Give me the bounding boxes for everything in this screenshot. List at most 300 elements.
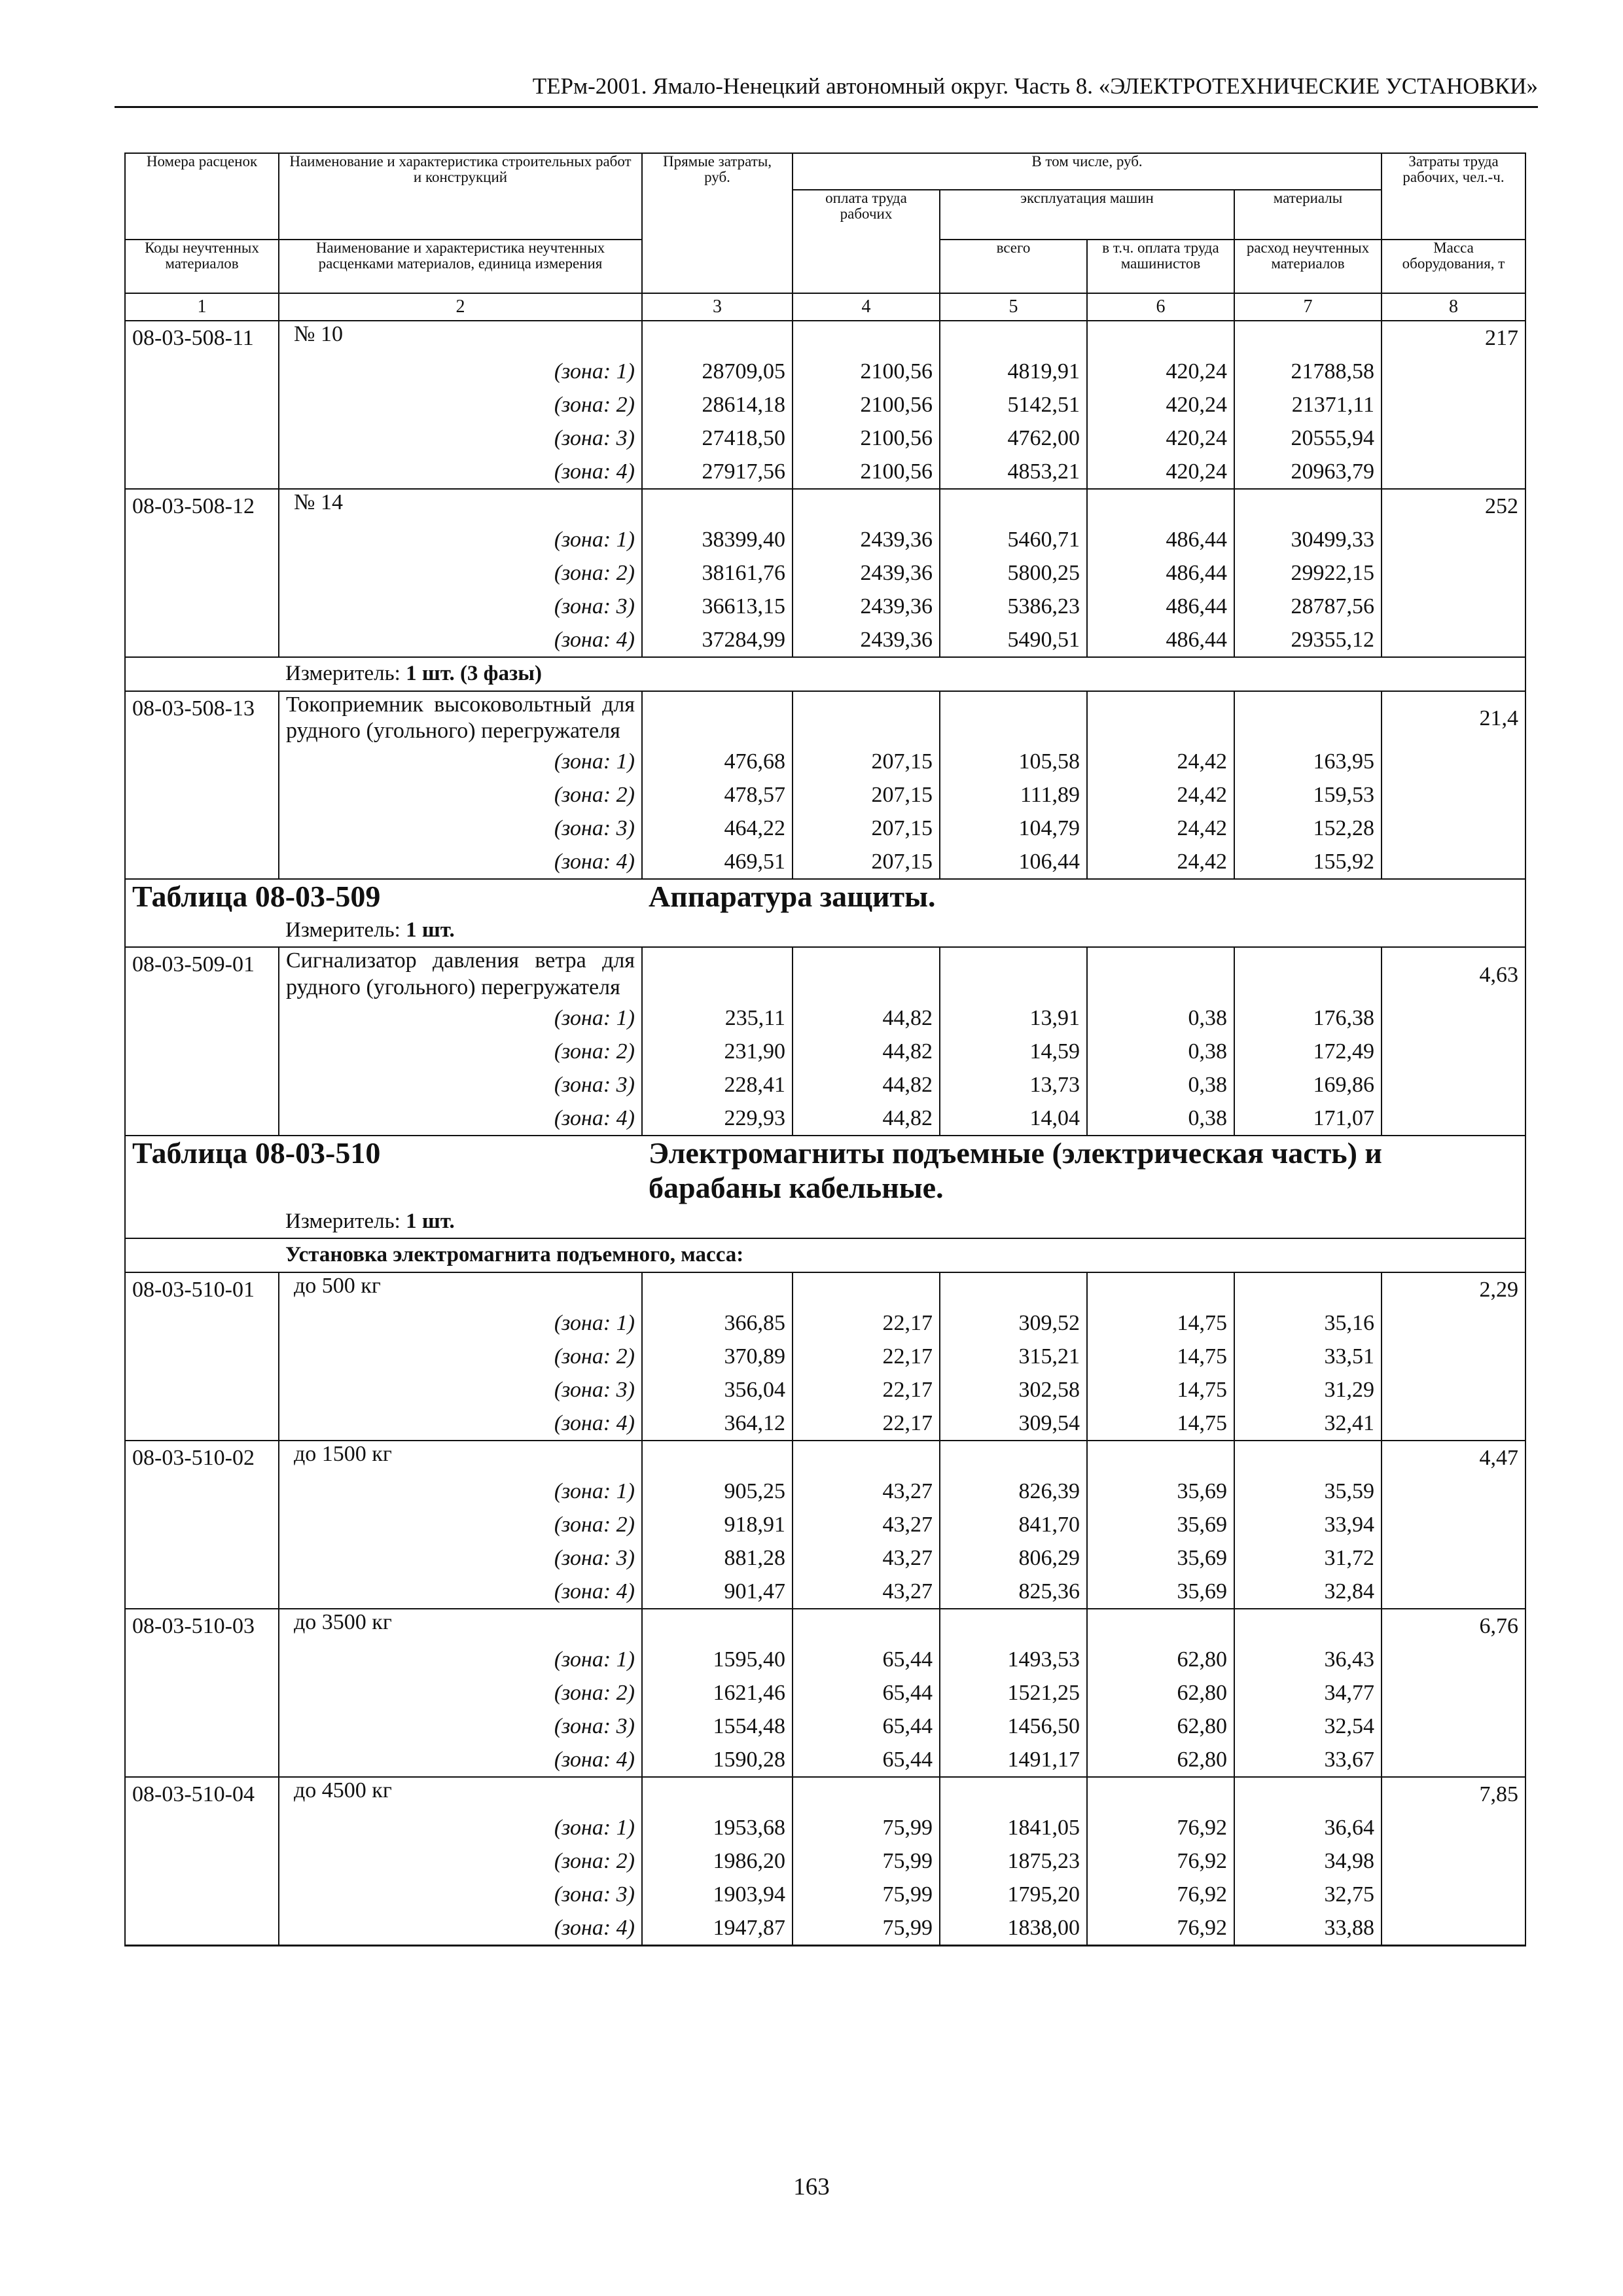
value-cell: 825,36 (940, 1575, 1087, 1609)
rate-row (125, 1441, 1525, 1475)
empty-cell (1382, 1643, 1525, 1676)
value-cell: 229,93 (642, 1102, 793, 1136)
value-cell: 169,86 (1234, 1068, 1382, 1102)
table-name: Электромагниты подъемные (электрическая часть) и барабаны кабельные. (642, 1136, 1525, 1206)
empty-cell (125, 778, 279, 812)
empty-cell (793, 1777, 940, 1811)
zone-label: (зона: 1) (279, 1306, 642, 1340)
empty-cell (1382, 455, 1525, 489)
rate-name: № 14 (279, 489, 642, 523)
rate-name: до 3500 кг (279, 1609, 642, 1643)
zone-row (125, 1710, 1525, 1743)
rate-code: 08-03-508-11 (125, 321, 279, 355)
empty-cell (1234, 691, 1382, 745)
rate-name: Токоприемник высоковольтный для рудного (угольного) перегружателя (279, 691, 642, 745)
value-cell: 33,67 (1234, 1743, 1382, 1777)
zone-row (125, 1541, 1525, 1575)
value-cell: 228,41 (642, 1068, 793, 1102)
zone-label: (зона: 4) (279, 1911, 642, 1946)
zone-row (125, 1743, 1525, 1777)
value-cell: 235,11 (642, 1001, 793, 1035)
zone-label: (зона: 3) (279, 1710, 642, 1743)
empty-cell (1382, 1102, 1525, 1136)
value-cell: 43,27 (793, 1475, 940, 1508)
zone-row (125, 590, 1525, 623)
rate-code: 08-03-510-04 (125, 1777, 279, 1811)
value-cell: 420,24 (1087, 422, 1234, 455)
zone-row (125, 845, 1525, 879)
value-cell: 24,42 (1087, 745, 1234, 778)
value-cell: 420,24 (1087, 388, 1234, 422)
value-cell: 152,28 (1234, 812, 1382, 845)
labour-value: 4,63 (1382, 947, 1525, 1001)
empty-cell (125, 1541, 279, 1575)
column-number: 1 (125, 293, 279, 321)
value-cell: 2100,56 (793, 388, 940, 422)
value-cell: 13,91 (940, 1001, 1087, 1035)
empty-cell (125, 1306, 279, 1340)
value-cell: 31,29 (1234, 1373, 1382, 1407)
value-cell: 21371,11 (1234, 388, 1382, 422)
zone-row (125, 422, 1525, 455)
value-cell: 881,28 (642, 1541, 793, 1575)
value-cell: 30499,33 (1234, 523, 1382, 556)
zone-label: (зона: 4) (279, 623, 642, 657)
value-cell: 14,75 (1087, 1407, 1234, 1441)
empty-cell (125, 1844, 279, 1878)
value-cell: 14,75 (1087, 1340, 1234, 1373)
empty-cell (1382, 1878, 1525, 1911)
value-cell: 65,44 (793, 1643, 940, 1676)
value-cell: 34,98 (1234, 1844, 1382, 1878)
col-header-work-name: Наименование и характеристика строительных работ и конструкций (279, 153, 642, 240)
value-cell: 901,47 (642, 1575, 793, 1609)
value-cell: 2100,56 (793, 355, 940, 388)
empty-cell (1234, 1441, 1382, 1475)
empty-cell (793, 691, 940, 745)
value-cell: 76,92 (1087, 1844, 1234, 1878)
value-cell: 36,43 (1234, 1643, 1382, 1676)
empty-cell (125, 590, 279, 623)
value-cell: 111,89 (940, 778, 1087, 812)
empty-cell (793, 947, 940, 1001)
value-cell: 2100,56 (793, 455, 940, 489)
zone-label: (зона: 1) (279, 1643, 642, 1676)
table-title-row (125, 1136, 1525, 1206)
rate-code: 08-03-508-12 (125, 489, 279, 523)
rate-name: Сигнализатор давления ветра для рудного (угольного) перегружателя (279, 947, 642, 1001)
empty-cell (642, 321, 793, 355)
value-cell: 1456,50 (940, 1710, 1087, 1743)
zone-row (125, 1373, 1525, 1407)
value-cell: 105,58 (940, 745, 1087, 778)
col-header-rate-numbers: Номера расценок (125, 153, 279, 240)
empty-cell (1382, 1306, 1525, 1340)
value-cell: 420,24 (1087, 455, 1234, 489)
col-header-materials: материалы (1234, 190, 1382, 240)
zone-label: (зона: 2) (279, 1844, 642, 1878)
measurer-spacer (125, 1206, 279, 1239)
value-cell: 469,51 (642, 845, 793, 879)
empty-cell (125, 1508, 279, 1541)
zone-row (125, 1844, 1525, 1878)
labour-value: 217 (1382, 321, 1525, 355)
measurer-value: 1 шт. (406, 1209, 455, 1233)
col-header-material-consumption: расход неучтенных материалов (1234, 240, 1382, 293)
empty-cell (1087, 321, 1234, 355)
empty-cell (125, 1475, 279, 1508)
value-cell: 806,29 (940, 1541, 1087, 1575)
value-cell: 36,64 (1234, 1811, 1382, 1844)
rates-table (124, 152, 1526, 1946)
value-cell: 33,88 (1234, 1911, 1382, 1946)
value-cell: 21788,58 (1234, 355, 1382, 388)
value-cell: 27917,56 (642, 455, 793, 489)
zone-label: (зона: 2) (279, 1035, 642, 1068)
value-cell: 826,39 (940, 1475, 1087, 1508)
empty-cell (1382, 590, 1525, 623)
empty-cell (1382, 845, 1525, 879)
empty-cell (125, 1373, 279, 1407)
value-cell: 14,04 (940, 1102, 1087, 1136)
table-title-row (125, 879, 1525, 914)
zone-label: (зона: 3) (279, 812, 642, 845)
empty-cell (1234, 1609, 1382, 1643)
empty-cell (1382, 623, 1525, 657)
value-cell: 2439,36 (793, 623, 940, 657)
value-cell: 0,38 (1087, 1035, 1234, 1068)
zone-label: (зона: 1) (279, 1475, 642, 1508)
value-cell: 34,77 (1234, 1676, 1382, 1710)
value-cell: 1795,20 (940, 1878, 1087, 1911)
empty-cell (1087, 1441, 1234, 1475)
zone-label: (зона: 1) (279, 1811, 642, 1844)
empty-cell (642, 947, 793, 1001)
value-cell: 420,24 (1087, 355, 1234, 388)
measurer-row (125, 1206, 1525, 1239)
value-cell: 32,54 (1234, 1710, 1382, 1743)
empty-cell (125, 1911, 279, 1946)
value-cell: 24,42 (1087, 778, 1234, 812)
zone-row (125, 455, 1525, 489)
value-cell: 75,99 (793, 1911, 940, 1946)
empty-cell (940, 1777, 1087, 1811)
labour-value: 6,76 (1382, 1609, 1525, 1643)
value-cell: 171,07 (1234, 1102, 1382, 1136)
labour-value: 2,29 (1382, 1272, 1525, 1306)
col-header-material-names: Наименование и характеристика неучтенных расценками материалов, единица измерения (279, 240, 642, 293)
value-cell: 75,99 (793, 1844, 940, 1878)
empty-cell (1234, 947, 1382, 1001)
empty-cell (940, 489, 1087, 523)
table-number: Таблица 08-03-509 (125, 879, 642, 914)
table-name: Аппаратура защиты. (642, 879, 1525, 914)
rate-code: 08-03-510-02 (125, 1441, 279, 1475)
col-header-direct-costs: Прямые затраты, руб. (642, 153, 793, 293)
value-cell: 36613,15 (642, 590, 793, 623)
zone-row (125, 1643, 1525, 1676)
empty-cell (940, 1609, 1087, 1643)
measurer (279, 657, 1525, 691)
col-header-machine-total: всего (940, 240, 1087, 293)
labour-value: 7,85 (1382, 1777, 1525, 1811)
column-number: 8 (1382, 293, 1525, 321)
empty-cell (125, 1743, 279, 1777)
value-cell: 22,17 (793, 1373, 940, 1407)
empty-cell (125, 1102, 279, 1136)
value-cell: 62,80 (1087, 1643, 1234, 1676)
rate-name: до 500 кг (279, 1272, 642, 1306)
zone-row (125, 523, 1525, 556)
value-cell: 1491,17 (940, 1743, 1087, 1777)
empty-cell (125, 355, 279, 388)
empty-cell (125, 1710, 279, 1743)
empty-cell (1382, 523, 1525, 556)
empty-cell (940, 1272, 1087, 1306)
empty-cell (1234, 321, 1382, 355)
value-cell: 207,15 (793, 812, 940, 845)
value-cell: 44,82 (793, 1102, 940, 1136)
value-cell: 309,52 (940, 1306, 1087, 1340)
value-cell: 1841,05 (940, 1811, 1087, 1844)
zone-row (125, 1575, 1525, 1609)
rate-row (125, 691, 1525, 745)
empty-cell (125, 745, 279, 778)
value-cell: 76,92 (1087, 1878, 1234, 1911)
empty-cell (642, 691, 793, 745)
empty-cell (1382, 1475, 1525, 1508)
zone-label: (зона: 3) (279, 422, 642, 455)
measurer (279, 914, 1525, 948)
empty-cell (1087, 947, 1234, 1001)
empty-cell (1234, 489, 1382, 523)
value-cell: 65,44 (793, 1743, 940, 1777)
zone-row (125, 1102, 1525, 1136)
empty-cell (1382, 1575, 1525, 1609)
value-cell: 464,22 (642, 812, 793, 845)
value-cell: 2100,56 (793, 422, 940, 455)
empty-cell (1382, 745, 1525, 778)
zone-label: (зона: 3) (279, 1068, 642, 1102)
zone-label: (зона: 1) (279, 355, 642, 388)
empty-cell (125, 1407, 279, 1441)
empty-cell (1382, 1710, 1525, 1743)
zone-label: (зона: 4) (279, 1743, 642, 1777)
column-number: 4 (793, 293, 940, 321)
value-cell: 104,79 (940, 812, 1087, 845)
empty-cell (1382, 1541, 1525, 1575)
zone-row (125, 1306, 1525, 1340)
measurer-row (125, 914, 1525, 948)
value-cell: 1953,68 (642, 1811, 793, 1844)
empty-cell (1382, 556, 1525, 590)
value-cell: 486,44 (1087, 523, 1234, 556)
value-cell: 76,92 (1087, 1911, 1234, 1946)
rate-code: 08-03-509-01 (125, 947, 279, 1001)
rate-row (125, 489, 1525, 523)
value-cell: 1903,94 (642, 1878, 793, 1911)
empty-cell (1382, 812, 1525, 845)
value-cell: 106,44 (940, 845, 1087, 879)
value-cell: 32,84 (1234, 1575, 1382, 1609)
value-cell: 4819,91 (940, 355, 1087, 388)
value-cell: 65,44 (793, 1676, 940, 1710)
value-cell: 1986,20 (642, 1844, 793, 1878)
empty-cell (125, 455, 279, 489)
value-cell: 356,04 (642, 1373, 793, 1407)
page-number: 163 (793, 2174, 830, 2200)
value-cell: 33,94 (1234, 1508, 1382, 1541)
col-header-labour-costs: Затраты труда рабочих, чел.-ч. (1382, 153, 1525, 240)
zone-label: (зона: 2) (279, 1508, 642, 1541)
value-cell: 486,44 (1087, 556, 1234, 590)
empty-cell (1382, 422, 1525, 455)
labour-value: 4,47 (1382, 1441, 1525, 1475)
zone-label: (зона: 2) (279, 1676, 642, 1710)
empty-cell (1382, 1068, 1525, 1102)
value-cell: 22,17 (793, 1306, 940, 1340)
value-cell: 5490,51 (940, 623, 1087, 657)
zone-label: (зона: 4) (279, 1102, 642, 1136)
value-cell: 62,80 (1087, 1710, 1234, 1743)
value-cell: 370,89 (642, 1340, 793, 1373)
value-cell: 486,44 (1087, 623, 1234, 657)
value-cell: 1521,25 (940, 1676, 1087, 1710)
zone-label: (зона: 4) (279, 455, 642, 489)
value-cell: 35,16 (1234, 1306, 1382, 1340)
col-header-operator-pay: в т.ч. оплата труда машинистов (1087, 240, 1234, 293)
rate-name: до 1500 кг (279, 1441, 642, 1475)
zone-row (125, 388, 1525, 422)
rate-code: 08-03-510-03 (125, 1609, 279, 1643)
value-cell: 35,69 (1087, 1575, 1234, 1609)
value-cell: 44,82 (793, 1068, 940, 1102)
value-cell: 44,82 (793, 1035, 940, 1068)
empty-cell (1087, 489, 1234, 523)
value-cell: 1947,87 (642, 1911, 793, 1946)
zone-label: (зона: 4) (279, 845, 642, 879)
value-cell: 0,38 (1087, 1102, 1234, 1136)
value-cell: 5386,23 (940, 590, 1087, 623)
zone-label: (зона: 1) (279, 745, 642, 778)
rate-row (125, 1609, 1525, 1643)
col-header-including: В том числе, руб. (793, 153, 1382, 190)
zone-label: (зона: 4) (279, 1575, 642, 1609)
zone-row (125, 1068, 1525, 1102)
empty-cell (642, 1272, 793, 1306)
zone-row (125, 1811, 1525, 1844)
empty-cell (1087, 1272, 1234, 1306)
empty-cell (793, 489, 940, 523)
zone-row (125, 1001, 1525, 1035)
value-cell: 163,95 (1234, 745, 1382, 778)
empty-cell (125, 1035, 279, 1068)
empty-cell (125, 623, 279, 657)
zone-row (125, 1676, 1525, 1710)
running-header: ТЕРм-2001. Ямало-Ненецкий автономный округ. Часть 8. «ЭЛЕКТРОТЕХНИЧЕСКИЕ УСТАНОВКИ» (115, 71, 1538, 108)
value-cell: 476,68 (642, 745, 793, 778)
zone-label: (зона: 1) (279, 523, 642, 556)
value-cell: 65,44 (793, 1710, 940, 1743)
value-cell: 1875,23 (940, 1844, 1087, 1878)
value-cell: 2439,36 (793, 590, 940, 623)
value-cell: 22,17 (793, 1407, 940, 1441)
value-cell: 366,85 (642, 1306, 793, 1340)
empty-cell (1382, 1340, 1525, 1373)
empty-cell (125, 1643, 279, 1676)
empty-cell (125, 1068, 279, 1102)
empty-cell (125, 1811, 279, 1844)
value-cell: 0,38 (1087, 1001, 1234, 1035)
zone-label: (зона: 1) (279, 1001, 642, 1035)
value-cell: 28787,56 (1234, 590, 1382, 623)
value-cell: 2439,36 (793, 523, 940, 556)
empty-cell (1382, 1001, 1525, 1035)
zone-row (125, 745, 1525, 778)
value-cell: 38161,76 (642, 556, 793, 590)
value-cell: 14,59 (940, 1035, 1087, 1068)
measurer-label: Измеритель: (285, 1209, 401, 1233)
measurer-value: 1 шт. (3 фазы) (406, 662, 543, 685)
value-cell: 62,80 (1087, 1676, 1234, 1710)
value-cell: 38399,40 (642, 523, 793, 556)
value-cell: 5460,71 (940, 523, 1087, 556)
labour-value: 252 (1382, 489, 1525, 523)
zone-row (125, 812, 1525, 845)
value-cell: 486,44 (1087, 590, 1234, 623)
zone-row (125, 1340, 1525, 1373)
column-number: 6 (1087, 293, 1234, 321)
value-cell: 14,75 (1087, 1373, 1234, 1407)
value-cell: 76,92 (1087, 1811, 1234, 1844)
column-number: 7 (1234, 293, 1382, 321)
value-cell: 44,82 (793, 1001, 940, 1035)
value-cell: 75,99 (793, 1811, 940, 1844)
value-cell: 14,75 (1087, 1306, 1234, 1340)
zone-label: (зона: 3) (279, 1878, 642, 1911)
empty-cell (125, 388, 279, 422)
value-cell: 0,38 (1087, 1068, 1234, 1102)
col-header-machine-use: эксплуатация машин (940, 190, 1234, 240)
empty-cell (940, 1441, 1087, 1475)
empty-cell (1382, 1035, 1525, 1068)
empty-cell (1382, 1844, 1525, 1878)
value-cell: 62,80 (1087, 1743, 1234, 1777)
value-cell: 176,38 (1234, 1001, 1382, 1035)
value-cell: 841,70 (940, 1508, 1087, 1541)
table-number: Таблица 08-03-510 (125, 1136, 642, 1206)
empty-cell (1087, 1609, 1234, 1643)
rate-code: 08-03-508-13 (125, 691, 279, 745)
value-cell: 155,92 (1234, 845, 1382, 879)
value-cell: 5800,25 (940, 556, 1087, 590)
empty-cell (1382, 1811, 1525, 1844)
rate-code: 08-03-510-01 (125, 1272, 279, 1306)
empty-cell (125, 1575, 279, 1609)
zone-row (125, 556, 1525, 590)
value-cell: 159,53 (1234, 778, 1382, 812)
zone-label: (зона: 3) (279, 1373, 642, 1407)
value-cell: 43,27 (793, 1575, 940, 1609)
value-cell: 29922,15 (1234, 556, 1382, 590)
value-cell: 31,72 (1234, 1541, 1382, 1575)
zone-row (125, 778, 1525, 812)
value-cell: 35,69 (1087, 1508, 1234, 1541)
empty-cell (793, 1609, 940, 1643)
table-body (125, 321, 1525, 1945)
labour-value: 21,4 (1382, 691, 1525, 745)
zone-row (125, 1407, 1525, 1441)
